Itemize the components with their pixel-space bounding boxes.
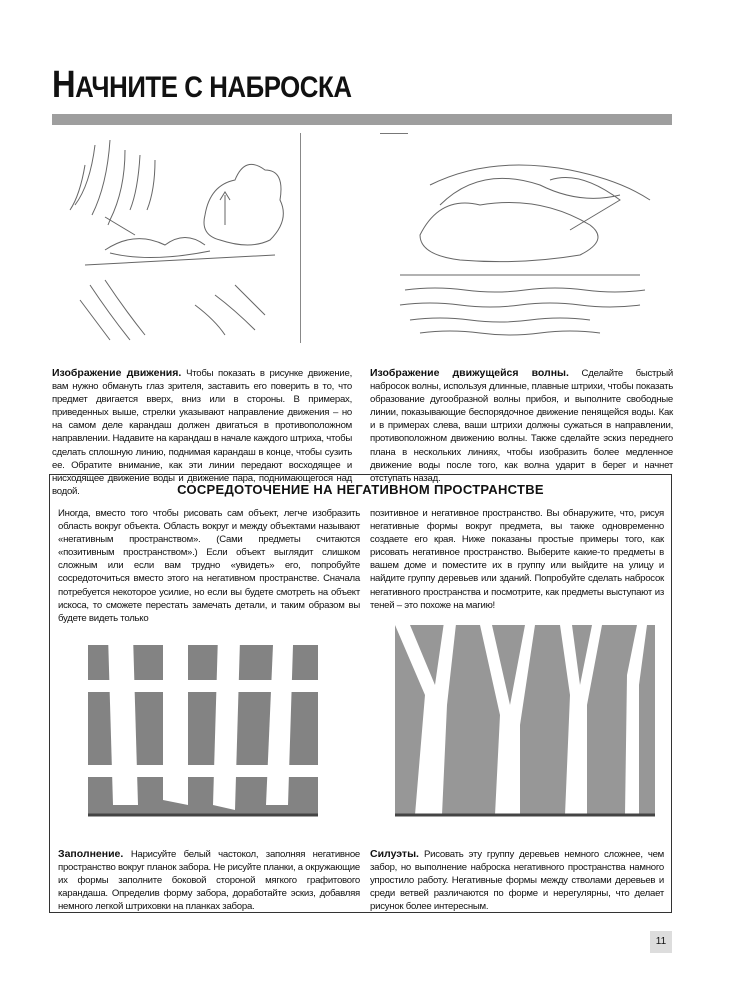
sidebar-title: СОСРЕДОТОЧЕНИЕ НА НЕГАТИВНОМ ПРОСТРАНСТВЕ bbox=[177, 482, 544, 497]
caption-movement: Изображение движения. Чтобы показать в рисунке движение, вам нужно обмануть глаз зрителя, заставить его поверить в то, что предмет двигается вверх, вниз или в стороны. В примерах, приведенных выше, стрелки указывают направление движения – но на самом деле карандаш должен двигаться в противоположном направлении. Надавите на карандаш в начале каждого штриха, чтобы сделать сплошную линию, поднимая карандаш в конце, чтобы сузить ее. Обратите внимание, как эти линии передают восходящее и нисходящее движение воды и движение пара, поднимающегося над водой. bbox=[52, 367, 353, 497]
caption-fill: Заполнение. Нарисуйте белый частокол, заполняя негативное пространство вокруг планок забора. Не рисуйте планки, а окружающие их формы заполните боковой стороной мягкого графитового карандаша. Определив форму забора, доработайте эскиз, добавляя немного легкой штриховки на планках забора. bbox=[58, 848, 360, 913]
column-divider bbox=[300, 133, 301, 343]
movement-sketch bbox=[65, 135, 290, 345]
rule-mark bbox=[380, 133, 408, 134]
sidebar-paragraph-right: позитивное и негативное пространство. Вы обнаружите, что, рисуя негативные формы вокруг предмета, вы также одновременно создаете его края. Ниже показаны простые примеры того, как рисовать негативное пространство. Выберите какие-то предметы в вашем доме и поместите их в группу или выйдите на улицу и найдите группу деревьев или зданий. Попробуйте сделать набросок негативного пространства и посмотрите, как предметы выступают из теней – это похоже на магию! bbox=[370, 508, 664, 611]
title-rule bbox=[52, 114, 672, 125]
caption-silhouettes: Силуэты. Рисовать эту группу деревьев немного сложнее, чем забор, но выполнение наброска негативного пространства намного упростило работу. Негативные формы между стволами деревьев и среди ветвей различаются по форме и нерегулярны, что делает рисунок более интересным. bbox=[370, 848, 664, 913]
caption-wave: Изображение движущейся волны. Сделайте быстрый набросок волны, используя длинные, плавные штрихи, чтобы показать образование дугообразной волны прибоя, и выполните свободные линии, показывающие беспорядочное движение пенящейся воды. Как и в примерах слева, ваши штрихи должны сужаться в направлении, противоположном движению волны. Также сделайте эскиз переднего плана в нескольких линиях, чтобы изобразить более медленное движение воды после того, как волна ударит в берег и начнет отступать назад. bbox=[370, 367, 674, 484]
page-number: 11 bbox=[650, 931, 672, 953]
fence-sketch bbox=[68, 625, 338, 835]
page-title: НАЧНИТЕ С НАБРОСКА bbox=[52, 64, 352, 106]
trees-sketch bbox=[385, 615, 665, 830]
sidebar-paragraph-left: Иногда, вместо того чтобы рисовать сам объект, легче изобразить область вокруг объекта. Область вокруг и между объектами называют «негативным пространством». (Сами предметы считаются «позитивным пространством».) Если объект выглядит слишком сложным или если вам трудно «увидеть» его, попробуйте сосредоточиться вместо этого на негативном пространстве. Сначала потребуется некоторое усилие, но если вы будете смотреть на объект искоса, то сможете перестать замечать детали, и таким образом вы будете видеть только bbox=[58, 508, 360, 624]
wave-sketch bbox=[380, 135, 660, 345]
